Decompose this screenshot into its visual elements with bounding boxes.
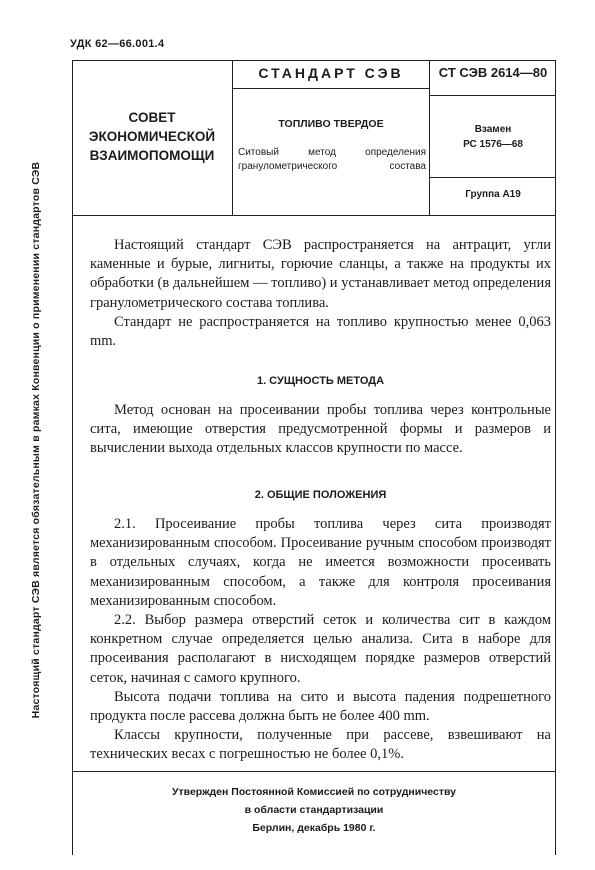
council-name: [72, 108, 232, 165]
replaces-label: Взамен: [474, 124, 512, 135]
section1-text: [90, 401, 551, 459]
header-divider-right: [429, 60, 430, 216]
approval-line-1: Утвержден Постоянной Комиссией по сотрудничеству: [171, 786, 457, 798]
standard-code: СТ СЭВ 2614—80: [438, 65, 548, 80]
intro-paragraph: Стандарт не распространяется на топливо крупностью менее 0,063 mm.: [90, 313, 551, 350]
section-paragraph: Классы крупности, полученные при рассеве, взвешивают на технических весах с погрешностью не более 0,1%.: [90, 727, 551, 763]
side-note-text: Настоящий стандарт СЭВ является обязательным в рамках Конвенции о применении стандартов СЭВ: [30, 161, 42, 719]
intro-text: [90, 236, 551, 351]
section-paragraph: Метод основан на просеивании пробы топлива через контрольные сита, имеющие отверстия предусмотренной формы и размеров и вычислении выхода отдельных классов крупности по массе.: [90, 402, 551, 457]
section2-text: [90, 515, 551, 765]
council-line-1: СОВЕТ: [128, 110, 176, 125]
standard-method: Ситовый метод определения гранулометрического состава: [238, 147, 426, 172]
approval-line-3: Берлин, декабрь 1980 г.: [252, 822, 376, 834]
standard-subject: ТОПЛИВО ТВЕРДОЕ: [278, 118, 384, 130]
title-rule: [232, 88, 430, 89]
council-line-3: ВЗАИМОПОМОЩИ: [89, 148, 215, 163]
group-rule: [429, 177, 556, 178]
replaces-block: [432, 122, 554, 152]
udc-code: УДК 62—66.001.4: [70, 38, 165, 50]
header-bottom-rule: [72, 215, 556, 216]
header-divider-left: [232, 60, 233, 216]
section-title: 1. СУЩНОСТЬ МЕТОДА: [256, 375, 385, 387]
approval-note: [72, 783, 556, 837]
footer-rule: [72, 771, 556, 772]
intro-paragraph: Настоящий стандарт СЭВ распространяется на антрацит, угли каменные и бурые, лигниты, горючие сланцы, а также на продукты их обработки (в дальнейшем — топливо) и устанавливает метод определения гранулометрического состава топлива.: [90, 237, 551, 311]
section-paragraph: 2.2. Выбор размера отверстий сеток и количества сит в каждом конкретном случае определяется целью анализа. Сита в наборе для просеивания располагают в нисходящем порядке размеров отверстий сеток, начиная с самого крупного.: [90, 612, 551, 686]
replaces-code: РС 1576—68: [463, 139, 523, 150]
code-rule: [429, 95, 556, 96]
group-code: Группа А19: [465, 189, 521, 200]
approval-line-2: в области стандартизации: [244, 804, 384, 816]
standard-title: СТАНДАРТ СЭВ: [258, 65, 404, 81]
section-title: 2. ОБЩИЕ ПОЛОЖЕНИЯ: [254, 489, 387, 501]
section-paragraph: Высота подачи топлива на сито и высота падения подрешетного продукта после рассева должна быть не более 400 mm.: [90, 688, 551, 725]
council-line-2: ЭКОНОМИЧЕСКОЙ: [88, 129, 216, 144]
header-top-rule: [72, 60, 556, 61]
section-paragraph: 2.1. Просеивание пробы топлива через сита производят механизированным способом. Просеивание ручным способом производят в отдельных случаях, когда не имеется возможности просеивать механизированным способом, а также для контроля просеивания механизированным способом.: [90, 516, 551, 609]
